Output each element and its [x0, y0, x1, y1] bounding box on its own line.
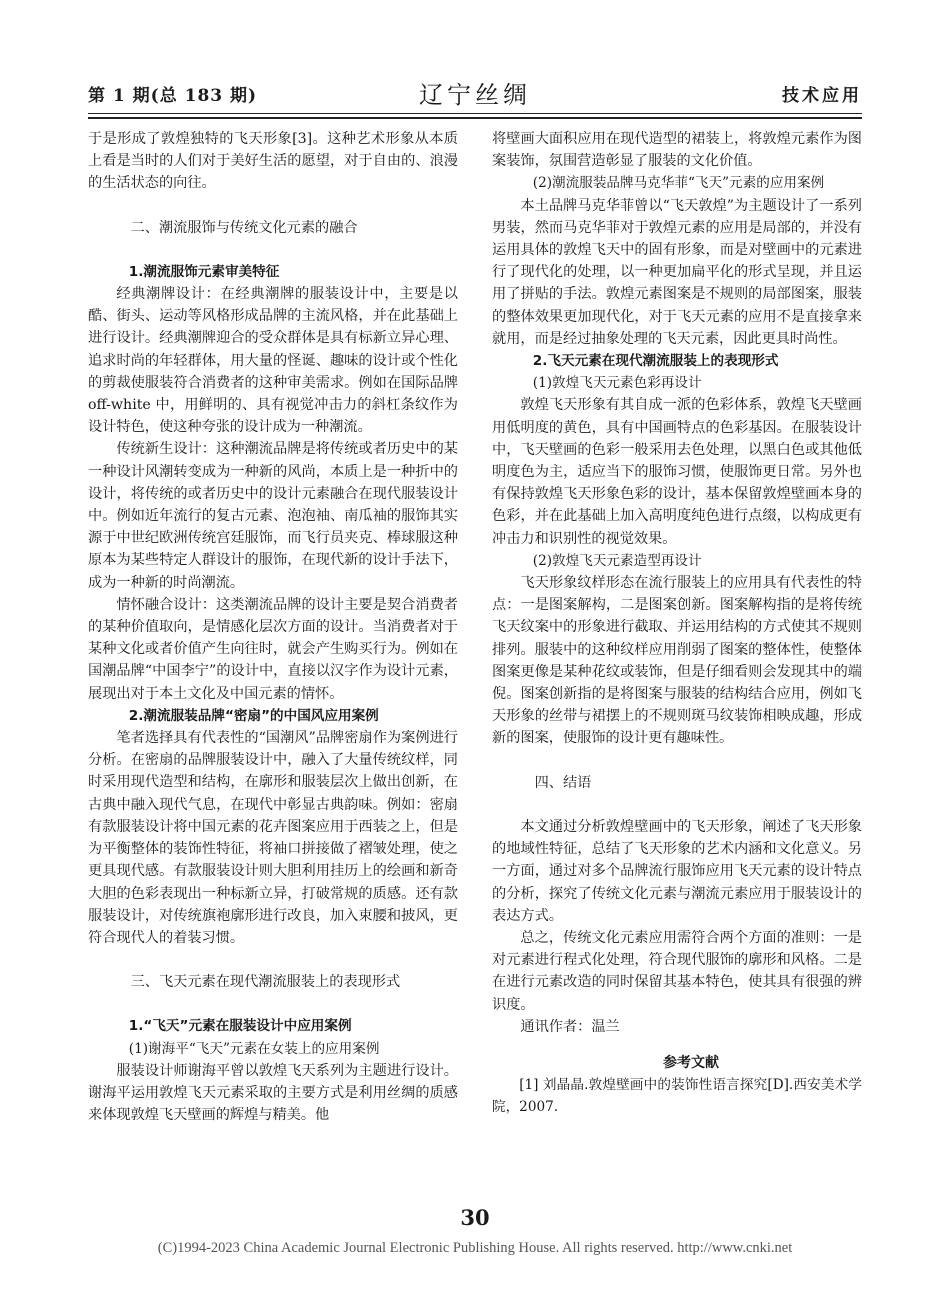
corresponding-author: 通讯作者：温兰 [520, 1018, 620, 1035]
header-rule-thin [88, 113, 862, 114]
paragraph-mishan: 笔者选择具有代表性的“国潮风”品牌密扇作为案例进行分析。在密扇的品牌服装设计中，融入了大量传统纹样，同时采用现代造型和结构，在廓形和服装层次上做出创新，在古典中融入现代气息，在现代中彰显古典韵味。例如：密扇有款服装设计将中国元素的花卉图案应用于西装之上，但是为平衡整体的装饰性特征，将袖口拼接做了褶皱处理，使之更具现代感。有款服装设计则大胆利用挂历上的绘画和新奇大胆的色彩表现出一种标新立异，打破常规的质感。还有款服装设计，对传统旗袍廓形进行改良，加入束腰和披风，更符合现代人的着装习惯。 [88, 730, 458, 946]
subheading-3-1-1: (1)谢海平“飞天”元素在女装上的应用案例 [128, 1040, 380, 1057]
header-rule-thick [88, 117, 862, 119]
paragraph-conclusion-1: 本文通过分析敦煌壁画中的飞天形象，阐述了飞天形象的地域性特征，总结了飞天形象的艺术内涵和文化意义。另一方面，通过对多个品牌流行服饰应用飞天元素的设计特点的分析，探究了传统文化元素与潮流元素应用于服装设计的表达方式。 [492, 818, 862, 924]
paragraph-traditional: 传统新生设计：这种潮流品牌是将传统或者历史中的某一种设计风潮转变成为一种新的风尚，本质上是一种折中的设计，将传统的或者历史中的设计元素融合在现代服装设计中。例如近年流行的复古元素、泡泡袖、南瓜袖的服饰其实源于中世纪欧洲传统宫廷服饰，而飞行员夹克、棒球服这种原本为某些特定人群设计的服饰，在现代新的设计手法下，成为一种新的时尚潮流。 [88, 441, 458, 591]
copyright-footer: (C)1994-2023 China Academic Journal Electronic Publishing House. All rights reserved. http://www.cnki.net [157, 1240, 793, 1256]
subheading-3-1-2: (2)潮流服装品牌马克华菲“飞天”元素的应用案例 [532, 175, 825, 192]
section-heading-2: 二、潮流服饰与传统文化元素的融合 [130, 219, 358, 236]
paragraph-xie-continued: 将壁画大面积应用在现代造型的裙装上，将敦煌元素作为图案装饰，氛围营造彰显了服装的文化价值。 [492, 131, 862, 170]
left-column [88, 128, 458, 1126]
paragraph-color: 敦煌飞天形象有其自成一派的色彩体系，敦煌飞天壁画用低明度的黄色，具有中国画特点的色彩基因。在服装设计中，飞天壁画的色彩一般采用去色处理，以黑白色或其他低明度色为主，适应当下的服饰习惯，使服饰更日常。另外也有保持敦煌飞天形象色彩的设计，基本保留敦煌壁画本身的色彩，并在此基础上加入高明度纯色进行点缀，以构成更有冲击力和识别性的视觉效果。 [492, 397, 862, 547]
paragraph-emotion: 情怀融合设计：这类潮流品牌的设计主要是契合消费者的某种价值取向，是情感化层次方面的设计。当消费者对于某种文化或者价值产生向往时，就会产生购买行为。例如在国潮品牌“中国李宁”的设计中，直接以汉字作为设计元素，展现出对于本土文化及中国元素的情怀。 [88, 596, 458, 702]
paragraph-shape: 飞天形象纹样形态在流行服装上的应用具有代表性的特点：一是图案解构，二是图案创新。图案解构指的是将传统飞天纹案中的形象进行截取、并运用结构的方式使其不规则排列。服装中的这种纹样应用削弱了图案的整体性，使整体图案更像是某种花纹或装饰，但是仔细看则会发现其中的端倪。图案创新指的是将图案与服装的结构结合应用，例如飞天形象的丝带与裙摆上的不规则斑马纹装饰相映成趣，形成新的图案，使服饰的设计更有趣味性。 [492, 575, 862, 747]
intro-paragraph: 于是形成了敦煌独特的飞天形象[3]。这种艺术形象从本质上看是当时的人们对于美好生活的愿望，对于自由的、浪漫的生活状态的向往。 [88, 131, 458, 192]
section-heading-3: 三、飞天元素在现代潮流服装上的表现形式 [130, 974, 401, 991]
references-title: 参考文献 [663, 1054, 719, 1071]
section-label: 技术应用 [782, 86, 862, 106]
subheading-3-2-2: (2)敦煌飞天元素造型再设计 [532, 552, 702, 569]
paragraph-conclusion-2: 总之，传统文化元素应用需符合两个方面的准则：一是对元素进行程式化处理，符合现代服饰的廓形和风格。二是在进行元素改造的同时保留其基本特色，使其具有很强的辨识度。 [492, 929, 862, 1013]
running-header [88, 75, 862, 111]
right-column [492, 128, 862, 1119]
subheading-2-1: 1.潮流服饰元素审美特征 [128, 263, 280, 280]
issue-label: 第 1 期(总 183 期) [88, 86, 258, 106]
paragraph-mark: 本土品牌马克华菲曾以“飞天敦煌”为主题设计了一系列男装，然而马克华菲对于敦煌元素的应用是局部的，并没有运用具体的敦煌飞天中的固有形象，而是对壁画中的元素进行了现代化的处理，以一种更加扁平化的形式呈现，并且运用了拼贴的手法。敦煌元素图案是不规则的局部图案，服装的整体效果更加现代化，对于飞天元素的应用不是直接拿来就用，而是经过抽象处理的飞天元素，因此更具时尚性。 [492, 197, 862, 347]
subheading-3-1: 1.“飞天”元素在服装设计中应用案例 [128, 1018, 352, 1035]
subheading-2-2: 2.潮流服装品牌“密扇”的中国风应用案例 [128, 707, 379, 724]
page-number: 30 [460, 1205, 490, 1230]
paragraph-classic: 经典潮牌设计：在经典潮牌的服装设计中，主要是以酷、街头、运动等风格形成品牌的主流风格，并在此基础上进行设计。经典潮牌迎合的受众群体是具有标新立异心理、追求时尚的年轻群体，用大量的怪诞、趣味的设计或个性化的剪裁使服装符合消费者的这种审美需求。例如在国际品牌 off-white 中，用鲜明的、具有视觉冲击力的斜杠条纹作为设计特色，使这种夸张的设计成为一种潮流。 [88, 286, 458, 436]
subheading-3-2-1: (1)敦煌飞天元素色彩再设计 [532, 375, 702, 392]
paragraph-xie: 服装设计师谢海平曾以敦煌飞天系列为主题进行设计。谢海平运用敦煌飞天元素采取的主要方式是利用丝绸的质感来体现敦煌飞天壁画的辉煌与精美。他 [88, 1062, 458, 1124]
section-heading-4: 四、结语 [534, 774, 592, 791]
journal-title: 辽宁丝绸 [419, 81, 531, 109]
subheading-3-2: 2.飞天元素在现代潮流服装上的表现形式 [532, 353, 779, 370]
reference-item: [1] 刘晶晶.敦煌壁画中的装饰性语言探究[D].西安美术学院，2007. [492, 1077, 862, 1116]
